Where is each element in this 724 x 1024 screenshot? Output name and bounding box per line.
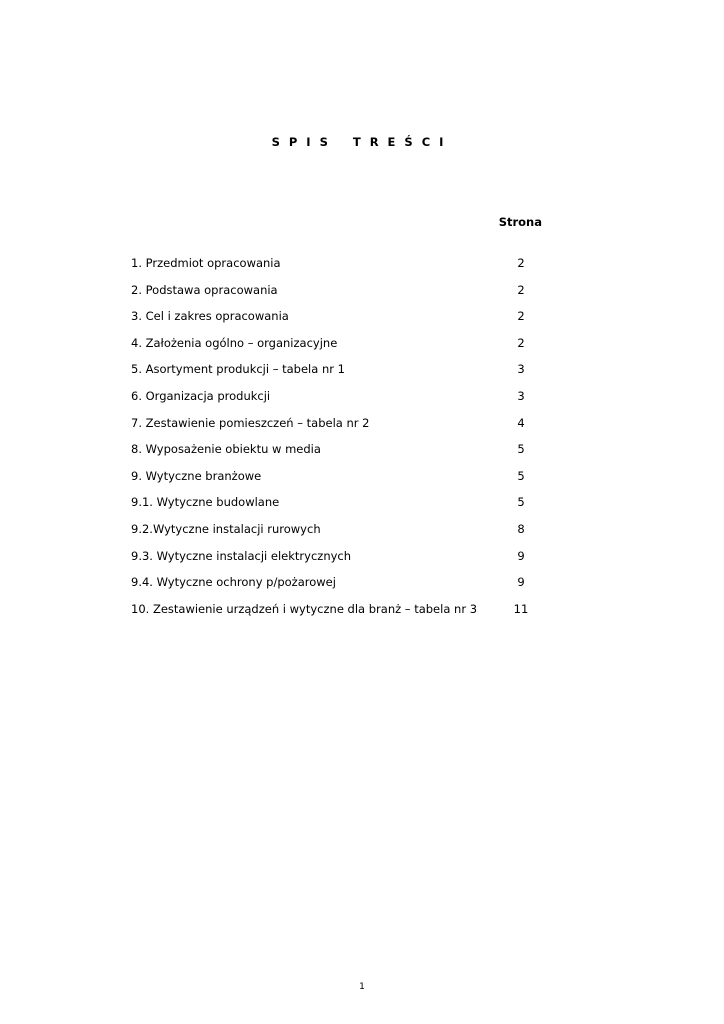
- toc-entry-label: 3. Cel i zakres opracowania: [131, 309, 289, 324]
- toc-entry-page: 2: [517, 309, 525, 324]
- toc-entry: [131, 361, 551, 388]
- toc-entry-page: 2: [517, 282, 525, 297]
- title-word-2: TREŚCI: [352, 135, 453, 149]
- toc-entry: [131, 335, 551, 362]
- toc-entry-label: 7. Zestawienie pomieszczeń – tabela nr 2: [131, 415, 370, 430]
- toc-entry: [131, 548, 551, 575]
- table-of-contents: [131, 255, 551, 627]
- title-word-1: SPIS: [271, 135, 337, 149]
- toc-entry-page: 2: [517, 256, 525, 270]
- toc-entry-label: 8. Wyposażenie obiektu w media: [131, 442, 321, 457]
- toc-entry-label: 2. Podstawa opracowania: [131, 282, 278, 297]
- toc-entry-page: 3: [517, 362, 525, 377]
- toc-entry-page: 9: [517, 575, 525, 590]
- toc-entry-page: 11: [513, 601, 529, 616]
- toc-entry: [131, 282, 551, 309]
- toc-entry: [131, 308, 551, 335]
- toc-entry-label: 9.1. Wytyczne budowlane: [131, 495, 280, 510]
- toc-entry: [131, 494, 551, 521]
- toc-entry-label: 4. Założenia ogólno – organizacyjne: [131, 335, 338, 350]
- page-title: [0, 135, 724, 149]
- toc-entry-page: 5: [517, 468, 525, 483]
- toc-entry-label: 10. Zestawienie urządzeń i wytyczne dla branż – tabela nr 3: [131, 601, 478, 616]
- toc-entry: [131, 255, 551, 282]
- toc-entry-label: 9. Wytyczne branżowe: [131, 468, 262, 483]
- toc-entry: [131, 574, 551, 601]
- toc-entry-label: 6. Organizacja produkcji: [131, 388, 271, 403]
- toc-entry: [131, 415, 551, 442]
- toc-entry: [131, 388, 551, 415]
- toc-entry: [131, 468, 551, 495]
- toc-entry-page: 5: [517, 442, 525, 457]
- toc-entry-label: 9.3. Wytyczne instalacji elektrycznych: [131, 548, 352, 563]
- toc-entry: [131, 601, 551, 628]
- toc-entry-page: 8: [517, 521, 525, 536]
- toc-entry-page: 5: [517, 495, 525, 510]
- toc-entry-label: 9.4. Wytyczne ochrony p/pożarowej: [131, 575, 336, 590]
- footer-page-number: 1: [359, 982, 365, 992]
- page-column-header: Strona: [498, 215, 542, 229]
- toc-entry-label: 9.2.Wytyczne instalacji rurowych: [131, 521, 321, 536]
- toc-entry-page: 3: [517, 388, 525, 403]
- toc-entry: [131, 441, 551, 468]
- toc-entry: [131, 521, 551, 548]
- toc-entry-label: 5. Asortyment produkcji – tabela nr 1: [131, 362, 345, 377]
- toc-entry-page: 4: [517, 415, 525, 430]
- toc-entry-page: 2: [517, 335, 525, 350]
- toc-entry-page: 9: [517, 548, 525, 563]
- toc-entry-label: 1. Przedmiot opracowania: [131, 256, 281, 270]
